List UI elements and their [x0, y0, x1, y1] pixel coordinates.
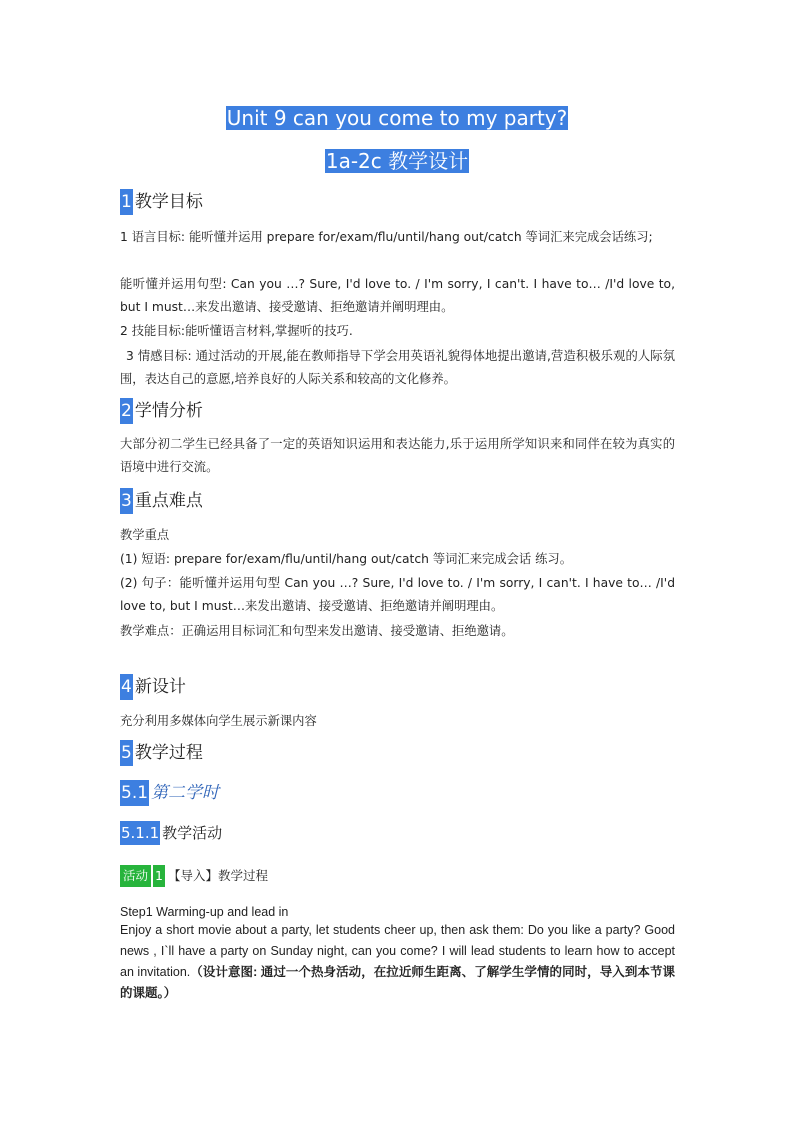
title-line-2: 1a-2c 教学设计	[325, 149, 469, 173]
design-intent-note: （设计意图: 通过一个热身活动，在拉近师生距离、了解学生学情的同时，导入到本节课的课题。）	[120, 965, 676, 1000]
paragraph: 3 情感目标: 通过活动的开展,能在教师指导下学会用英语礼貌得体地提出邀请,营造积极乐观的人际氛围，表达自己的意愿,培养良好的人际关系和较高的文化修养。	[120, 349, 675, 386]
section-1-heading	[120, 189, 203, 215]
activity-number: 1	[153, 865, 165, 887]
activity-heading	[120, 865, 268, 887]
section-number: 1	[120, 189, 133, 215]
section-number: 5.1.1	[120, 821, 160, 845]
section-number: 5.1	[120, 780, 149, 806]
section-5-heading	[120, 740, 203, 766]
paragraph: 能听懂并运用句型: Can you …? Sure, I'd love to. / I'm sorry, I can't. I have to… /I'd love to, but I must…来发出邀请、接受邀请、拒绝邀请并阐明理由。	[120, 277, 675, 314]
section-number: 2	[120, 398, 133, 424]
section-number: 4	[120, 674, 133, 700]
step-text: Enjoy a short movie about a party, let students cheer up, then ask them: Do you like a party? Good news , I`ll have a party on Sunday night, can you come? I will lead students to learn how to accept an invitation.	[120, 923, 675, 979]
paragraph: 大部分初二学生已经具备了一定的英语知识运用和表达能力,乐于运用所学知识来和同伴在较为真实的语境中进行交流。	[120, 437, 675, 474]
section-label: 教学目标	[134, 192, 203, 212]
step-heading: Step1 Warming-up and lead in	[120, 905, 289, 919]
document-title	[0, 103, 794, 133]
section-number: 3	[120, 488, 133, 514]
section-4-heading	[120, 674, 186, 700]
paragraph: (2) 句子：能听懂并运用句型 Can you …? Sure, I'd love to. / I'm sorry, I can't. I have to… /I'd love to, but I must…来发出邀请、接受邀请、拒绝邀请并阐明理由。	[120, 576, 675, 613]
section-label: 教学过程	[134, 743, 203, 763]
activity-tag: 活动	[120, 865, 151, 887]
section-3-heading	[120, 488, 203, 514]
paragraph: 教学难点：正确运用目标词汇和句型来发出邀请、接受邀请、拒绝邀请。	[120, 624, 514, 638]
section-label: 教学活动	[162, 824, 223, 842]
section-label: 第二学时	[151, 783, 220, 803]
paragraph: 2 技能目标:能听懂语言材料,掌握听的技巧.	[120, 324, 353, 338]
section-label: 学情分析	[134, 401, 203, 421]
activity-label: 【导入】教学过程	[167, 868, 268, 883]
paragraph: 1 语言目标: 能听懂并运用 prepare for/exam/flu/until/hang out/catch 等词汇来完成会话练习;	[120, 230, 653, 244]
section-number: 5	[120, 740, 133, 766]
section-2-heading	[120, 398, 203, 424]
section-label: 新设计	[134, 677, 186, 697]
paragraph: 充分利用多媒体向学生展示新课内容	[120, 714, 317, 728]
paragraph: 教学重点	[120, 528, 170, 542]
paragraph: (1) 短语: prepare for/exam/flu/until/hang out/catch 等词汇来完成会话 练习。	[120, 552, 573, 566]
section-5-1-heading	[120, 780, 219, 806]
section-label: 重点难点	[134, 491, 203, 511]
section-5-1-1-heading	[120, 821, 222, 845]
title-line-1: Unit 9 can you come to my party?	[226, 106, 568, 130]
step-body	[120, 920, 675, 1004]
document-subtitle	[0, 146, 794, 176]
